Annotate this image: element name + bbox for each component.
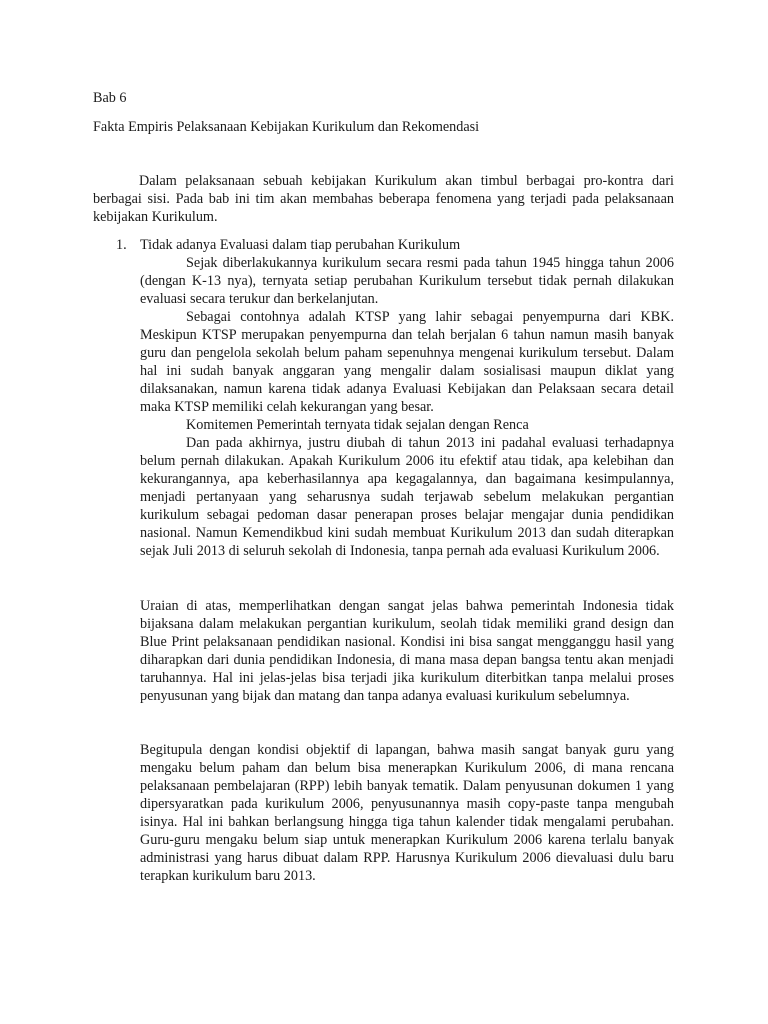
body-paragraph: Sebagai contohnya adalah KTSP yang lahir sebagai penyempurna dari KBK. Meskipun KTSP merupakan penyempurna dan telah berjalan 6 tahun namun masih banyak guru dan pengelola sekolah belum paham sepenuhnya mengenai kurikulum tersebut. Dalam hal ini sudah banyak anggaran yang mengalir dalam sosialisasi maupun diklat yang dilaksanakan, namun karena tidak adanya Evaluasi Kebijakan dan Pelaksaan secara detail maka KTSP memiliki celah kekurangan yang besar. (140, 309, 674, 415)
body-paragraph: Komitemen Pemerintah ternyata tidak sejalan dengan Renca (186, 417, 529, 433)
document-title: Fakta Empiris Pelaksanaan Kebijakan Kurikulum dan Rekomendasi (93, 119, 480, 135)
list-number: 1. (116, 237, 127, 253)
body-paragraph: Uraian di atas, memperlihatkan dengan sangat jelas bahwa pemerintah Indonesia tidak bijaksana dalam melakukan pergantian kurikulum, seolah tidak memiliki grand design dan Blue Print pelaksanaan pendidikan nasional. Kondisi ini bisa sangat mengganggu hasil yang diharapkan dari dunia pendidikan Indonesia, di mana masa depan bangsa tentu akan menjadi taruhannya. Hal ini jelas-jelas bisa terjadi jika kurikulum diterbitkan tanpa melalui proses penyusunan yang bijak dan matang dan tanpa adanya evaluasi kurikulum sebelumnya. (140, 598, 674, 704)
chapter-label: Bab 6 (93, 90, 127, 106)
intro-paragraph: Dalam pelaksanaan sebuah kebijakan Kurikulum akan timbul berbagai pro-kontra dari berbagai sisi. Pada bab ini tim akan membahas beberapa fenomena yang terjadi pada pelaksanaan kebijakan Kurikulum. (93, 173, 674, 225)
list-item-heading: Tidak adanya Evaluasi dalam tiap perubahan Kurikulum (140, 237, 461, 253)
body-paragraph: Sejak diberlakukannya kurikulum secara resmi pada tahun 1945 hingga tahun 2006 (dengan K-13 nya), ternyata setiap perubahan Kurikulum tersebut tidak pernah dilakukan evaluasi secara terukur dan berkelanjutan. (140, 255, 674, 307)
body-paragraph: Begitupula dengan kondisi objektif di lapangan, bahwa masih sangat banyak guru yang mengaku belum paham dan belum bisa menerapkan Kurikulum 2006, di mana rencana pelaksanaan pembelajaran (RPP) lebih banyak tematik. Dalam penyusunan dokumen 1 yang dipersyaratkan pada kurikulum 2006, penyusunannya masih copy-paste tanpa mengubah isinya. Hal ini bahkan berlangsung hingga tiga tahun kalender tidak mengalami perubahan. Guru-guru mengaku belum siap untuk menerapkan Kurikulum 2006 karena terlalu banyak administrasi yang harus dibuat dalam RPP. Harusnya Kurikulum 2006 dievaluasi dulu baru terapkan kurikulum baru 2013. (140, 742, 674, 884)
body-paragraph: Dan pada akhirnya, justru diubah di tahun 2013 ini padahal evaluasi terhadapnya belum pernah dilakukan. Apakah Kurikulum 2006 itu efektif atau tidak, apa kelebihan dan kekurangannya, apa keberhasilannya apa kegagalannya, dan bagaimana kesimpulannya, menjadi pertanyaan yang seharusnya sudah terjawab sebelum melakukan pergantian kurikulum sebagai pedoman dasar penerapan proses belajar mengajar dunia pendidikan nasional. Namun Kemendikbud kini sudah membuat Kurikulum 2013 dan sudah diterapkan sejak Juli 2013 di seluruh sekolah di Indonesia, tanpa pernah ada evaluasi Kurikulum 2006. (140, 435, 674, 559)
